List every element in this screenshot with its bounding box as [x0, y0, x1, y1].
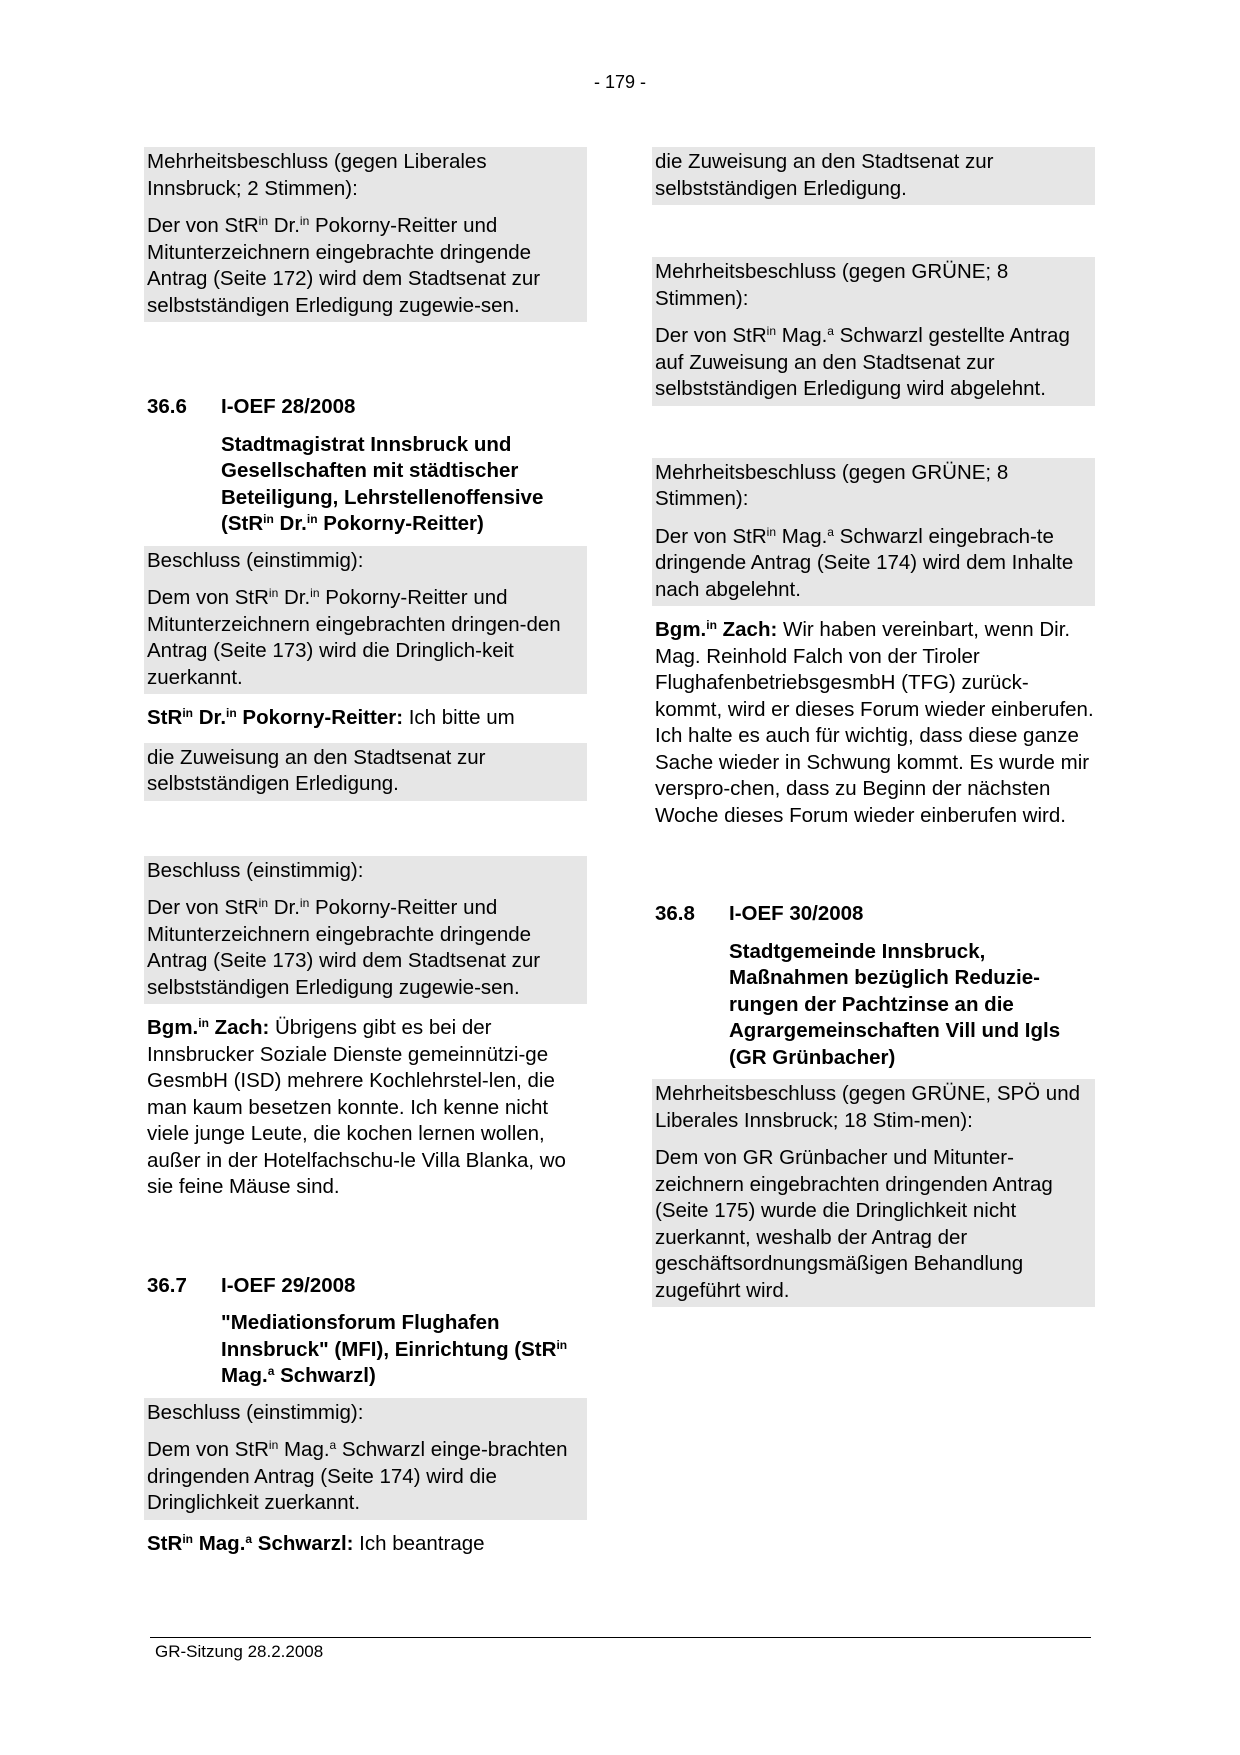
decision-text: Dem von GR Grünbacher und Mitunter-zeichnern eingebrachten dringenden Antrag (Seite 175) wurde die Dringlichkeit nicht zuerkannt, weshalb der Antrag der geschäftsordnungsmäßigen Behandlung zugeführt wird. [655, 1146, 1053, 1302]
decision-text: Dem von StR$^{in}$ Dr.$^{in}$ Pokorny-Reitter und Mitunterzeichnern eingebrachten dringen-den Antrag (Seite 173) wird die Dringlich-keit zuerkannt. [147, 586, 561, 689]
decision-label: Beschluss (einstimmig): [147, 858, 364, 882]
decision-label: Mehrheitsbeschluss (gegen GRÜNE, SPÖ und Liberales Innsbruck; 18 Stim-men): [655, 1082, 1081, 1132]
decision-block [144, 856, 587, 1005]
footer-session-date: GR-Sitzung 28.2.2008 [155, 1642, 324, 1661]
decision-label: Mehrheitsbeschluss (gegen GRÜNE; 8 Stimmen): [655, 260, 1009, 310]
speaker-statement: StR$^{in}$ Mag.$^a$ Schwarzl: Ich beantrage [147, 1531, 485, 1555]
decision-text: Der von StR$^{in}$ Dr.$^{in}$ Pokorny-Reitter und Mitunterzeichnern eingebrachte dringende Antrag (Seite 172) wird dem Stadtsenat zur selbstständigen Erledigung zugewie-sen. [147, 214, 541, 317]
footer-rule [150, 1637, 1091, 1638]
speaker-statement: StR$^{in}$ Dr.$^{in}$ Pokorny-Reitter: Ich bitte um [147, 706, 515, 729]
speaker-statement: Bgm.$^{in}$ Zach: Wir haben vereinbart, wenn Dir. Mag. Reinhold Falch von der Tiroler FlughafenbetriebsgesmbH (TFG) zurück-kommt, wird er dieses Forum wieder einberufen. Ich halte es auch für wichtig, dass diese ganze Sache wieder in Schwung kommt. Es wurde mir verspro-chen, dass zu Beginn der nächsten Woche dieses Forum wieder einberufen wird. [655, 618, 1094, 827]
decision-block [144, 546, 587, 695]
decision-label: Beschluss (einstimmig): [147, 1400, 364, 1424]
page-number: - 179 - [593, 72, 647, 92]
decision-text: Der von StR$^{in}$ Dr.$^{in}$ Pokorny-Reitter und Mitunterzeichnern eingebrachte dringende Antrag (Seite 173) wird dem Stadtsenat zur selbstständigen Erledigung zugewie-sen. [147, 896, 541, 999]
section-heading-36-8: 36.8 I-OEF 30/2008 [655, 902, 864, 925]
section-title-36-8: Stadtgemeinde Innsbruck, Maßnahmen bezüglich Reduzie-rungen der Pachtzinse an die Agrargemeinschaften Vill und Igls (GR Grünbacher) [729, 939, 1061, 1069]
section-title-36-7: "Mediationsforum Flughafen Innsbruck" (MFI), Einrichtung (StR$^{in}$ Mag.$^a$ Schwarzl) [221, 1311, 568, 1387]
decision-block [144, 147, 587, 322]
decision-text: Dem von StR$^{in}$ Mag.$^a$ Schwarzl einge-brachten dringenden Antrag (Seite 174) wird die Dringlichkeit zuerkannt. [147, 1438, 568, 1514]
section-heading-36-6: 36.6 I-OEF 28/2008 [147, 395, 356, 418]
section-heading-36-7: 36.7 I-OEF 29/2008 [147, 1273, 356, 1297]
decision-block [144, 1398, 587, 1520]
decision-block [652, 1079, 1095, 1307]
decision-label: Mehrheitsbeschluss (gegen Liberales Innsbruck; 2 Stimmen): [147, 150, 487, 200]
motion-continuation: die Zuweisung an den Stadtsenat zur selbstständigen Erledigung. [652, 147, 1095, 205]
decision-label: Mehrheitsbeschluss (gegen GRÜNE; 8 Stimmen): [655, 460, 1009, 510]
decision-label: Beschluss (einstimmig): [147, 548, 364, 572]
decision-text: Der von StR$^{in}$ Mag.$^a$ Schwarzl eingebrach-te dringende Antrag (Seite 174) wird dem Inhalte nach abgelehnt. [655, 524, 1074, 601]
motion-continuation: die Zuweisung an den Stadtsenat zur selbstständigen Erledigung. [144, 743, 587, 801]
right-column [655, 147, 1095, 1307]
decision-text: Der von StR$^{in}$ Mag.$^a$ Schwarzl gestellte Antrag auf Zuweisung an den Stadtsenat zur selbstständigen Erledigung wird abgelehnt. [655, 324, 1070, 400]
decision-block [652, 458, 1095, 607]
left-column [147, 147, 587, 1557]
decision-block [652, 257, 1095, 406]
speaker-statement: Bgm.$^{in}$ Zach: Übrigens gibt es bei der Innsbrucker Soziale Dienste gemeinnützi-ge GesmbH (ISD) mehrere Kochlehrstel-len, die man kaum besetzen konnte. Ich kenne nicht viele junge Leute, die kochen lernen wollen, außer in der Hotelfachschu-le Villa Blanka, wo sie feine Mäuse sind. [147, 1016, 566, 1198]
section-title-36-6: Stadtmagistrat Innsbruck und Gesellschaften mit städtischer Beteiligung, Lehrstellenoffensive (StR$^{in}$ Dr.$^{in}$ Pokorny-Reitter) [221, 432, 544, 535]
